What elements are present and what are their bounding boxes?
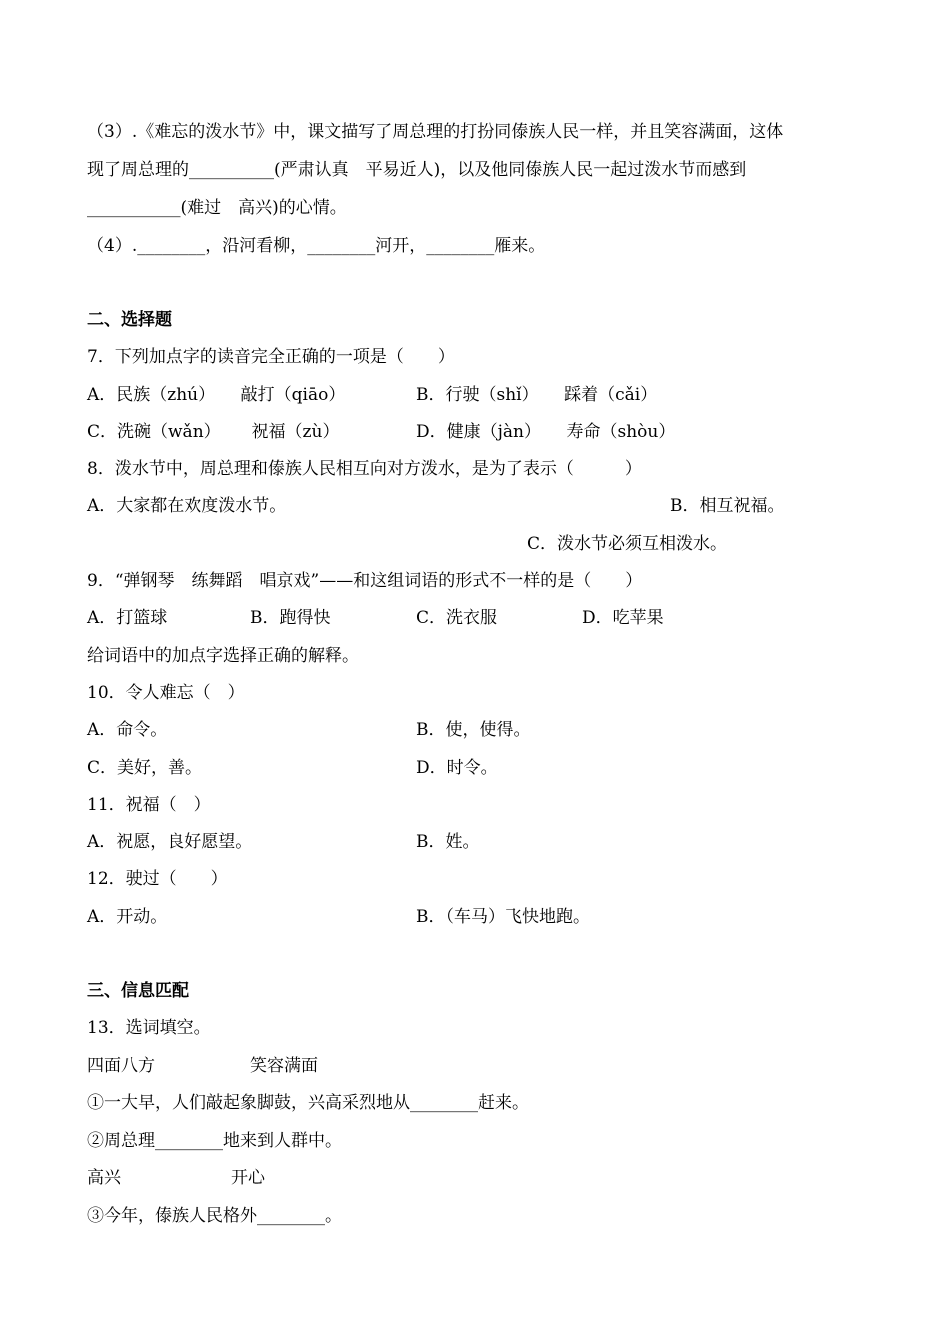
q8-option-b: B．相互祝福。 (670, 496, 785, 516)
q11-option-a: A．祝愿，良好愿望。 (87, 832, 253, 852)
q10-option-b: B．使，使得。 (416, 720, 531, 740)
q9-option-c: C．洗衣服 (416, 608, 498, 628)
q7-option-a: A．民族（zhú） 敲打（qiāo） (87, 385, 346, 405)
q10-12-instructions: 给词语中的加点字选择正确的解释。 (87, 646, 359, 666)
q8-option-a: A．大家都在欢度泼水节。 (87, 496, 287, 516)
q10-stem: 10．令人难忘（ ） (87, 683, 245, 703)
q9-option-a: A．打篮球 (87, 608, 168, 628)
q13-word-choice-3: 高兴 (87, 1168, 121, 1188)
q7-stem: 7．下列加点字的读音完全正确的一项是（ ） (87, 347, 455, 367)
q3-line-1: （3）.《难忘的泼水节》中，课文描写了周总理的打扮同傣族人民一样，并且笑容满面，这体 (87, 122, 784, 142)
q3-line-2: 现了周总理的__________(严肃认真 平易近人)，以及他同傣族人民一起过泼水节而感到 (87, 160, 747, 180)
q8-stem: 8．泼水节中，周总理和傣族人民相互向对方泼水，是为了表示（ ） (87, 459, 642, 479)
q10-option-c: C．美好，善。 (87, 758, 203, 778)
q11-stem: 11．祝福（ ） (87, 795, 211, 815)
q7-option-d: D．健康（jàn） 寿命（shòu） (416, 422, 676, 442)
q10-option-a: A．命令。 (87, 720, 168, 740)
q12-option-a: A．开动。 (87, 907, 168, 927)
q13-word-choice-4: 开心 (231, 1168, 265, 1188)
section-2-title: 二、选择题 (87, 310, 172, 330)
q13-word-choice-1: 四面八方 (87, 1056, 155, 1076)
q9-option-b: B．跑得快 (250, 608, 331, 628)
q13-sentence-1: ①一大早，人们敲起象脚鼓，兴高采烈地从________赶来。 (87, 1093, 529, 1113)
q12-stem: 12．驶过（ ） (87, 869, 228, 889)
section-3-title: 三、信息匹配 (87, 981, 189, 1001)
q10-option-d: D．时令。 (416, 758, 498, 778)
q9-option-d: D．吃苹果 (582, 608, 664, 628)
q9-stem: 9．“弹钢琴 练舞蹈 唱京戏”——和这组词语的形式不一样的是（ ） (87, 571, 643, 591)
q3-line-3: ___________(难过 高兴)的心情。 (87, 198, 347, 218)
q12-option-b: B．（车马）飞快地跑。 (416, 907, 590, 927)
q13-stem: 13．选词填空。 (87, 1018, 211, 1038)
q13-word-choice-2: 笑容满面 (250, 1056, 318, 1076)
q13-sentence-3: ③今年，傣族人民格外________。 (87, 1206, 342, 1226)
q7-option-c: C．洗碗（wǎn） 祝福（zù） (87, 422, 340, 442)
q4-line: （4）.________，沿河看柳，________河开，________雁来。 (87, 236, 546, 256)
q7-option-b: B．行驶（shǐ） 踩着（cǎi） (416, 385, 658, 405)
q13-sentence-2: ②周总理________地来到人群中。 (87, 1131, 342, 1151)
q8-option-c: C．泼水节必须互相泼水。 (527, 534, 728, 554)
q11-option-b: B．姓。 (416, 832, 480, 852)
